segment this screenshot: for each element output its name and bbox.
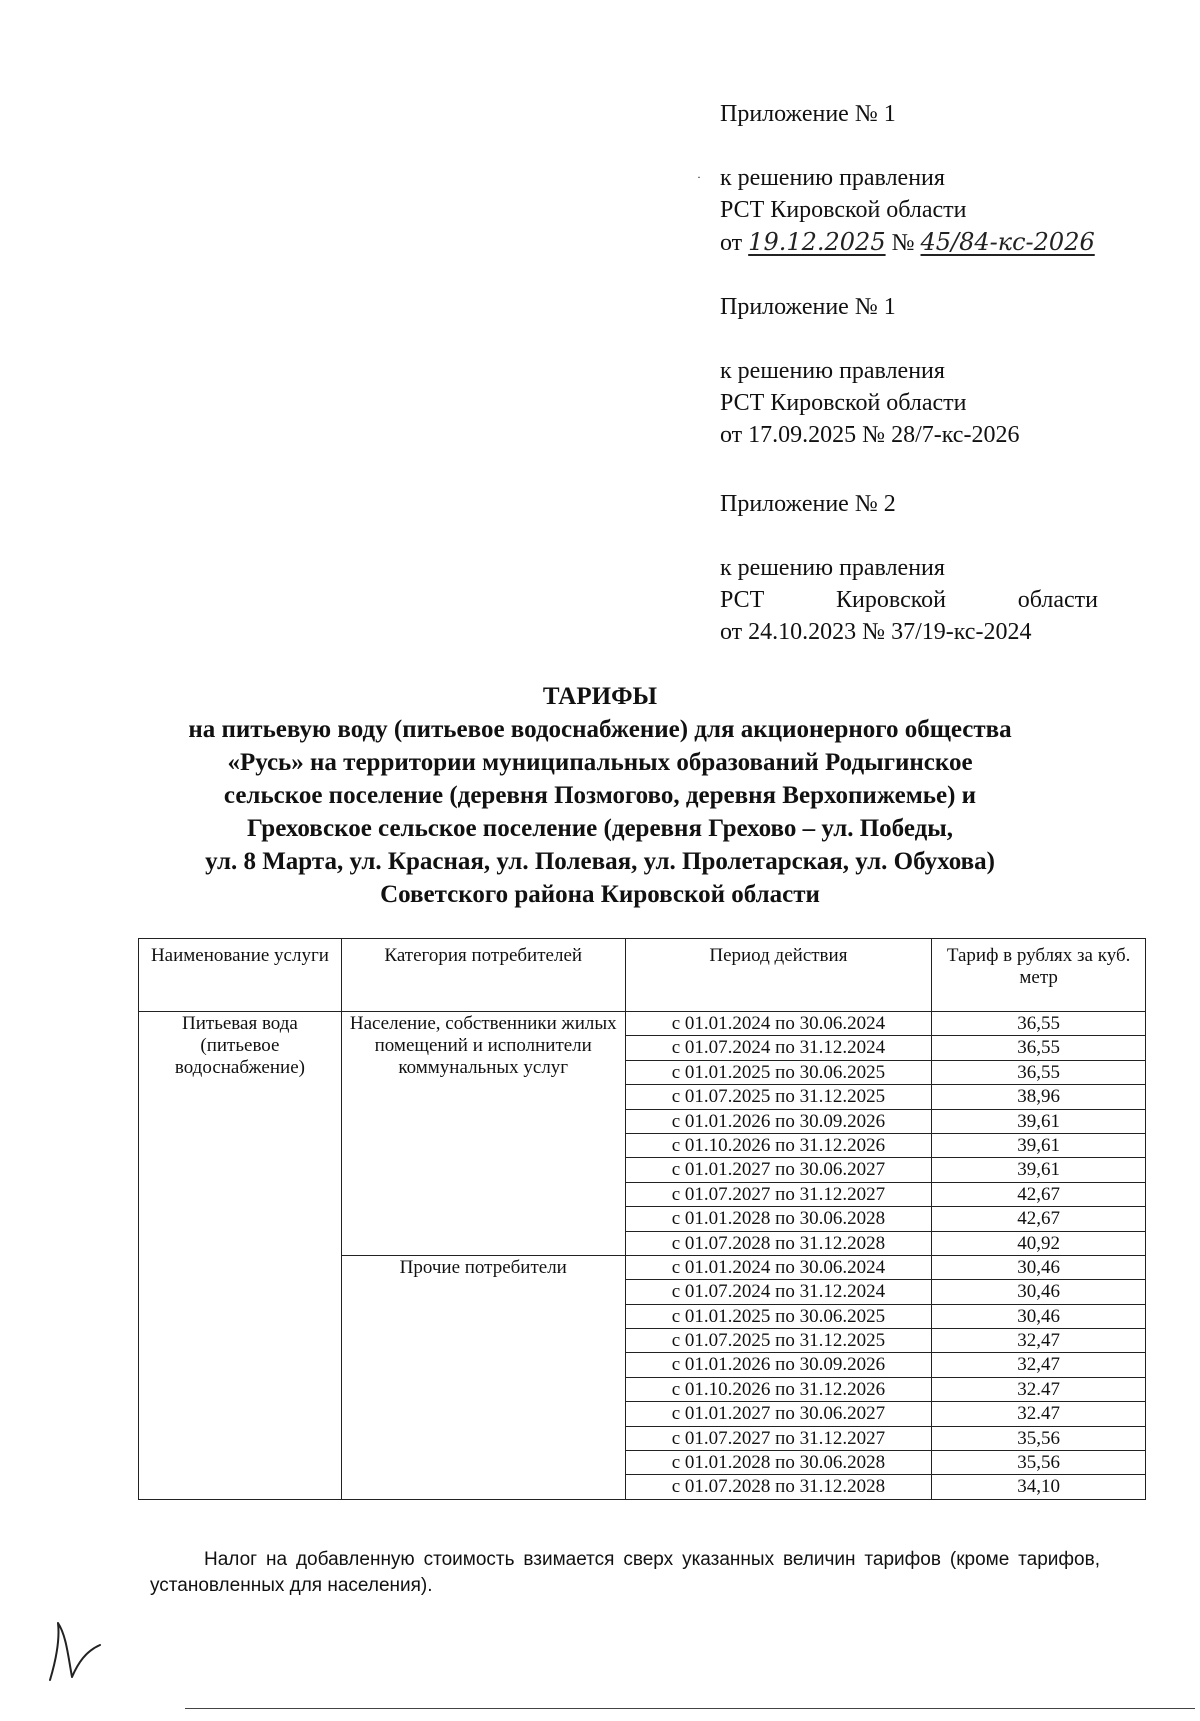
document-title: ТАРИФЫ на питьевую воду (питьевое водоснабжение) для акционерного общества «Русь» на территории муниципальных образований Родыгинское сельское поселение (деревня Позмогово, деревня Верхопижемье) и Греховское сельское поселение (деревня Грехово – ул. Победы, ул. 8 Марта, ул. Красная, ул. Полевая, ул. Пролетарская, ул. Обухова) Советского района Кировской области [0, 680, 1200, 911]
period-cell: с 01.01.2027 по 30.06.2027 [625, 1158, 932, 1182]
period-cell: с 01.01.2025 по 30.06.2025 [625, 1060, 932, 1084]
annex-heading: Приложение № 1 [720, 294, 896, 320]
handwritten-number: 45/84-кс-2026 [920, 228, 1095, 256]
tariff-cell: 36,55 [932, 1060, 1146, 1084]
service-cell: Питьевая вода (питьевое водоснабжение) [139, 1012, 342, 1500]
annex-block-3 [720, 488, 1098, 648]
period-cell: с 01.01.2027 по 30.06.2027 [625, 1402, 932, 1426]
header-period: Период действия [625, 939, 932, 1012]
table-row [139, 1012, 1146, 1036]
period-cell: с 01.07.2025 по 31.12.2025 [625, 1085, 932, 1109]
tariff-cell: 30,46 [932, 1304, 1146, 1328]
period-cell: с 01.01.2024 по 30.06.2024 [625, 1012, 932, 1036]
period-cell: с 01.01.2026 по 30.09.2026 [625, 1109, 932, 1133]
category-cell: Население, собственники жилых помещений и исполнители коммунальных услуг [341, 1012, 625, 1256]
period-cell: с 01.07.2027 по 31.12.2027 [625, 1182, 932, 1206]
handwritten-date: 19.12.2025 [748, 228, 886, 256]
tariff-cell: 42,67 [932, 1207, 1146, 1231]
signature-mark [38, 1605, 108, 1685]
tariff-cell: 42,67 [932, 1182, 1146, 1206]
tariff-cell: 36,55 [932, 1012, 1146, 1036]
period-cell: с 01.07.2028 по 31.12.2028 [625, 1475, 932, 1499]
tariff-cell: 30,46 [932, 1255, 1146, 1279]
annex-date-line: от 19.12.2025 № 45/84-кс-2026 [720, 228, 1095, 256]
tariff-cell: 40,92 [932, 1231, 1146, 1255]
annex-line: РСТ Кировской области [720, 197, 967, 223]
scan-dot: · [697, 170, 701, 184]
period-cell: с 01.01.2028 по 30.06.2028 [625, 1207, 932, 1231]
tariff-cell: 39,61 [932, 1109, 1146, 1133]
period-cell: с 01.07.2024 по 31.12.2024 [625, 1036, 932, 1060]
annex-line: к решению правления [720, 165, 945, 191]
tariff-cell: 35,56 [932, 1426, 1146, 1450]
annex-line: от 17.09.2025 № 28/7-кс-2026 [720, 422, 1020, 448]
period-cell: с 01.01.2024 по 30.06.2024 [625, 1255, 932, 1279]
vat-note: Налог на добавленную стоимость взимается сверх указанных величин тарифов (кроме тарифов, установленных для населения). [150, 1549, 1100, 1596]
tariff-cell: 32.47 [932, 1377, 1146, 1401]
period-cell: с 01.07.2024 по 31.12.2024 [625, 1280, 932, 1304]
header-tariff: Тариф в рублях за куб. метр [932, 939, 1146, 1012]
tariff-cell: 36,55 [932, 1036, 1146, 1060]
period-cell: с 01.01.2025 по 30.06.2025 [625, 1304, 932, 1328]
tariff-table [138, 938, 1146, 1500]
tariff-cell: 35,56 [932, 1451, 1146, 1475]
bottom-rule [185, 1708, 1195, 1709]
header-service: Наименование услуги [139, 939, 342, 1012]
annex-block-1 [720, 98, 1095, 259]
period-cell: с 01.01.2026 по 30.09.2026 [625, 1353, 932, 1377]
header-category: Категория потребителей [341, 939, 625, 1012]
period-cell: с 01.07.2025 по 31.12.2025 [625, 1329, 932, 1353]
tariff-cell: 39,61 [932, 1158, 1146, 1182]
period-cell: с 01.07.2028 по 31.12.2028 [625, 1231, 932, 1255]
tariff-cell: 38,96 [932, 1085, 1146, 1109]
annex-line: к решению правления [720, 358, 945, 384]
tariff-cell: 39,61 [932, 1133, 1146, 1157]
period-cell: с 01.01.2028 по 30.06.2028 [625, 1451, 932, 1475]
tariff-cell: 30,46 [932, 1280, 1146, 1304]
annex-line: РСТ Кировской области [720, 390, 967, 416]
table-header-row [139, 939, 1146, 1012]
tariff-cell: 32,47 [932, 1329, 1146, 1353]
category-cell: Прочие потребители [341, 1255, 625, 1499]
tariff-cell: 32,47 [932, 1353, 1146, 1377]
annex-line-justified: РСТ Кировской области [720, 587, 1098, 613]
annex-heading: Приложение № 2 [720, 491, 896, 517]
period-cell: с 01.07.2027 по 31.12.2027 [625, 1426, 932, 1450]
title-main: ТАРИФЫ [542, 683, 658, 710]
annex-heading: Приложение № 1 [720, 101, 896, 127]
tariff-cell: 32.47 [932, 1402, 1146, 1426]
annex-block-2 [720, 291, 1019, 451]
period-cell: с 01.10.2026 по 31.12.2026 [625, 1377, 932, 1401]
annex-line: к решению правления [720, 555, 945, 581]
tariff-cell: 34,10 [932, 1475, 1146, 1499]
period-cell: с 01.10.2026 по 31.12.2026 [625, 1133, 932, 1157]
annex-line: от 24.10.2023 № 37/19-кс-2024 [720, 619, 1032, 645]
